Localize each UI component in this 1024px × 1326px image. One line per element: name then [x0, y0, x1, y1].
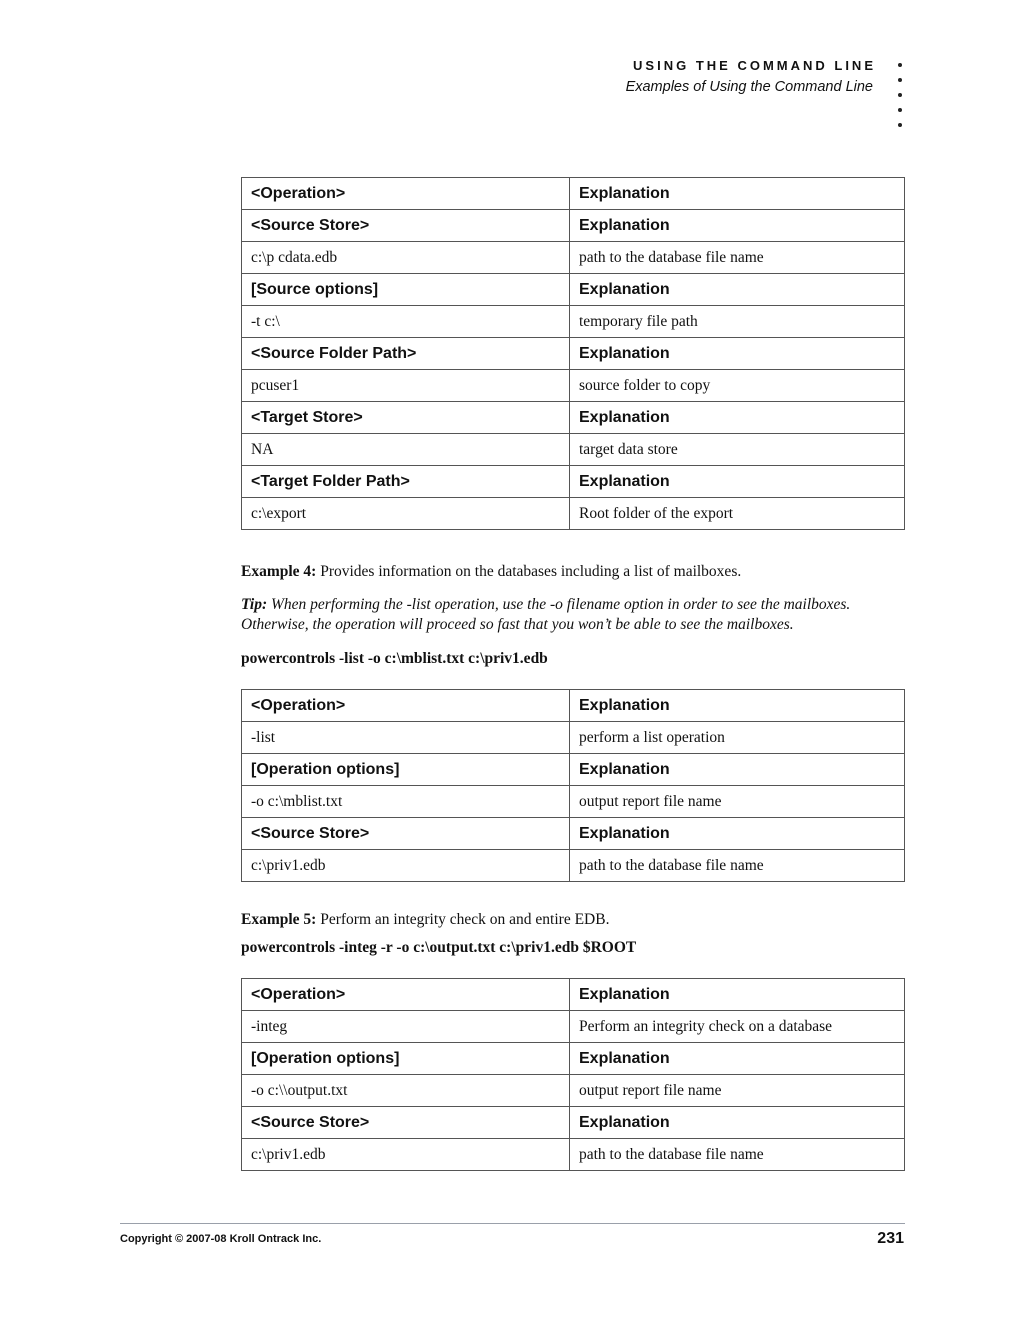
dot-icon: [898, 108, 902, 112]
table-row: [242, 242, 905, 274]
table-row: [242, 786, 905, 818]
table-row: [242, 690, 905, 722]
table-row: [242, 1139, 905, 1171]
table-cell: -o c:\mblist.txt: [242, 786, 570, 818]
table-cell: Explanation: [570, 338, 905, 370]
table-cell: -list: [242, 722, 570, 754]
page-number: 231: [877, 1230, 904, 1247]
table-row: [242, 979, 905, 1011]
table-row: [242, 434, 905, 466]
example4-text: Provides information on the databases including a list of mailboxes.: [316, 563, 742, 580]
example5-command: powercontrols -integ -r -o c:\output.txt c:\priv1.edb $ROOT: [241, 939, 637, 956]
table-cell: <Source Store>: [242, 210, 570, 242]
table-cell: c:\priv1.edb: [242, 850, 570, 882]
tip-paragraph: [241, 595, 921, 635]
table-row: [242, 1011, 905, 1043]
table-cell: Explanation: [570, 1043, 905, 1075]
table-cell: Explanation: [570, 210, 905, 242]
table-cell: perform a list operation: [570, 722, 905, 754]
table-cell: Explanation: [570, 402, 905, 434]
table-cell: -t c:\: [242, 306, 570, 338]
example4-description: [241, 562, 921, 582]
table-cell: c:\p cdata.edb: [242, 242, 570, 274]
table-row: [242, 338, 905, 370]
copyright-notice: Copyright © 2007-08 Kroll Ontrack Inc.: [120, 1233, 322, 1245]
dot-icon: [898, 123, 902, 127]
table-row: [242, 402, 905, 434]
table-cell: Explanation: [570, 818, 905, 850]
table-cell: Root folder of the export: [570, 498, 905, 530]
table-cell: -integ: [242, 1011, 570, 1043]
table-row: [242, 1043, 905, 1075]
header-dots-decoration: [898, 63, 908, 138]
table-row: [242, 722, 905, 754]
example4-label: Example 4:: [241, 563, 317, 580]
table-cell: <Source Folder Path>: [242, 338, 570, 370]
tip-label: Tip:: [241, 596, 268, 613]
table-row: [242, 498, 905, 530]
table-cell: <Target Store>: [242, 402, 570, 434]
dot-icon: [898, 78, 902, 82]
table-cell: source folder to copy: [570, 370, 905, 402]
table-cell: Explanation: [570, 274, 905, 306]
table-row: [242, 850, 905, 882]
table-cell: <Source Store>: [242, 818, 570, 850]
table-cell: <Source Store>: [242, 1107, 570, 1139]
table-cell: <Operation>: [242, 979, 570, 1011]
section-title: Examples of Using the Command Line: [625, 79, 873, 95]
running-header: [625, 57, 876, 97]
table-cell: Perform an integrity check on a database: [570, 1011, 905, 1043]
table-cell: <Operation>: [242, 690, 570, 722]
table-cell: target data store: [570, 434, 905, 466]
example5-description: [241, 910, 921, 930]
table-cell: path to the database file name: [570, 242, 905, 274]
table-cell: Explanation: [570, 178, 905, 210]
table-row: [242, 818, 905, 850]
table-cell: pcuser1: [242, 370, 570, 402]
table-cell: Explanation: [570, 979, 905, 1011]
table-row: [242, 370, 905, 402]
table-cell: [Source options]: [242, 274, 570, 306]
table-cell: NA: [242, 434, 570, 466]
example5-text: Perform an integrity check on and entire EDB.: [316, 911, 610, 928]
table-cell: Explanation: [570, 690, 905, 722]
dot-icon: [898, 63, 902, 67]
table-cell: c:\priv1.edb: [242, 1139, 570, 1171]
table-example3: [241, 177, 905, 530]
table-cell: <Operation>: [242, 178, 570, 210]
table-cell: c:\export: [242, 498, 570, 530]
table-cell: [Operation options]: [242, 754, 570, 786]
table-cell: output report file name: [570, 1075, 905, 1107]
dot-icon: [898, 93, 902, 97]
table-cell: Explanation: [570, 1107, 905, 1139]
table-row: [242, 466, 905, 498]
table-cell: output report file name: [570, 786, 905, 818]
table-cell: Explanation: [570, 754, 905, 786]
table-cell: Explanation: [570, 466, 905, 498]
table-row: [242, 754, 905, 786]
table-cell: <Target Folder Path>: [242, 466, 570, 498]
example4-command: powercontrols -list -o c:\mblist.txt c:\priv1.edb: [241, 650, 548, 667]
table-example4: [241, 689, 905, 882]
table-row: [242, 274, 905, 306]
table-row: [242, 306, 905, 338]
table-row: [242, 210, 905, 242]
table-example5: [241, 978, 905, 1171]
chapter-title: USING THE COMMAND LINE: [633, 58, 876, 73]
table-row: [242, 1075, 905, 1107]
table-cell: path to the database file name: [570, 850, 905, 882]
footer-divider: [120, 1223, 905, 1224]
table-row: [242, 1107, 905, 1139]
table-cell: temporary file path: [570, 306, 905, 338]
table-row: [242, 178, 905, 210]
example5-label: Example 5:: [241, 911, 317, 928]
table-cell: [Operation options]: [242, 1043, 570, 1075]
table-cell: path to the database file name: [570, 1139, 905, 1171]
table-cell: -o c:\\output.txt: [242, 1075, 570, 1107]
tip-text: When performing the -list operation, use the -o filename option in order to see the mailboxes. Otherwise, the operation will proceed so fast that you won’t be able to see the mailboxes.: [241, 596, 851, 633]
